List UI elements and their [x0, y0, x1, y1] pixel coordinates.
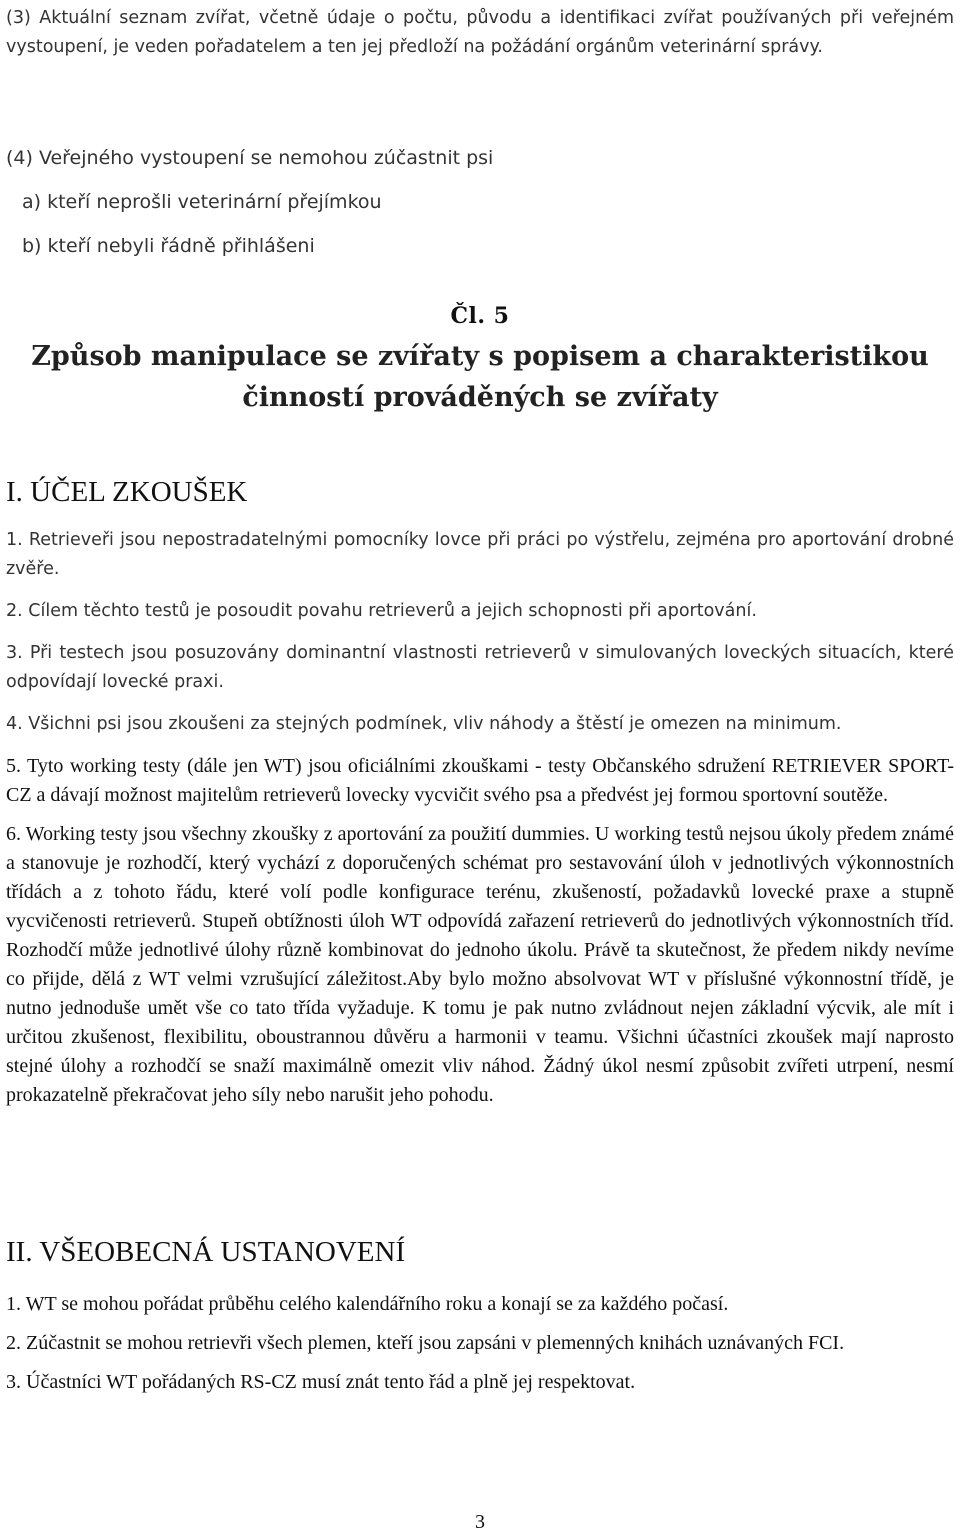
- intro-paragraph: (3) Aktuální seznam zvířat, včetně údaje o počtu, původu a identifikaci zvířat používaných při veřejném vystoupení, je veden pořadatelem a ten jej předloží na požádání orgánům veterinární správy.: [6, 8, 954, 57]
- article-number: Čl. 5: [450, 303, 510, 329]
- page-number: 3: [475, 1511, 485, 1533]
- article-title-line-2: činností prováděných se zvířaty: [242, 382, 718, 413]
- section-2-heading: II. VŠEOBECNÁ USTANOVENÍ: [6, 1236, 406, 1268]
- section-1-item-2: 2. Cílem těchto testů je posoudit povahu retrieverů a jejich schopnosti při aportování.: [6, 601, 757, 621]
- paragraph-4-item-b: b) kteří nebyli řádně přihlášeni: [22, 235, 315, 257]
- article-title-line-1: Způsob manipulace se zvířaty s popisem a charakteristikou: [31, 341, 929, 372]
- section-2-item-1: 1. WT se mohou pořádat průběhu celého kalendářního roku a konají se za každého počasí.: [6, 1293, 729, 1315]
- paragraph-4: [6, 136, 493, 268]
- article-header: [0, 296, 960, 418]
- section-1-item-5: 5. Tyto working testy (dále jen WT) jsou oficiálními zkouškami - testy Občanského sdružení RETRIEVER SPORT-CZ a dávají možnost majitelům retrieverů lovecky vycvičit svého psa a předvést jej formou sportovní soutěže.: [6, 755, 954, 806]
- section-1-item-3: 3. Při testech jsou posuzovány dominantní vlastnosti retrieverů v simulovaných loveckých situacích, které odpovídají lovecké praxi.: [6, 643, 954, 692]
- section-2-body: [6, 1290, 954, 1407]
- section-1-body: [6, 526, 954, 1120]
- paragraph-4-item-a: a) kteří neprošli veterinární přejímkou: [22, 191, 382, 213]
- section-2-item-3: 3. Účastníci WT pořádaných RS-CZ musí znát tento řád a plně jej respektovat.: [6, 1371, 636, 1393]
- paragraph-4-heading: (4) Veřejného vystoupení se nemohou zúčastnit psi: [6, 147, 494, 169]
- section-1-item-6: 6. Working testy jsou všechny zkoušky z aportování za použití dummies. U working testů nejsou úkoly předem známé a stanovuje je rozhodčí, který vychází z doporučených schémat pro sestavování úloh v jednotlivých výkonnostních třídách a z tohoto řádu, které volí podle konfigurace terénu, zkušeností, požadavků lovecké praxe a stupně vycvičenosti retrieverů. Stupeň obtížnosti úloh WT odpovídá zařazení retrieverů do jednotlivých výkonnostních tříd. Rozhodčí může jednotlivé úlohy různě kombinovat do jednoho úkolu. Právě ta skutečnost, že předem nikdy nevíme co přijde, dělá z WT velmi vzrušující záležitost.Aby bylo možno absolvovat WT v příslušné výkonnostní třídě, je nutno jednoduše umět vše co tato třída vyžaduje. K tomu je pak nutno zvládnout nejen základní výcvik, ale mít i určitou zkušenost, flexibilitu, oboustrannou důvěru a harmonii v teamu. Všichni účastníci zkoušek mají naprosto stejné úlohy a rozhodčí se snaží maximálně omezit vliv náhod. Žádný úkol nesmí způsobit zvířeti utrpení, nesmí prokazatelně překračovat jeho síly nebo narušit jeho pohodu.: [6, 823, 954, 1106]
- section-1-item-4: 4. Všichni psi jsou zkoušeni za stejných podmínek, vliv náhody a štěstí je omezen na minimum.: [6, 714, 842, 734]
- section-2-item-2: 2. Zúčastnit se mohou retrievři všech plemen, kteří jsou zapsáni v plemenných knihách uznávaných FCI.: [6, 1332, 845, 1354]
- section-1-heading: I. ÚČEL ZKOUŠEK: [6, 476, 248, 508]
- section-1-item-1: 1. Retrieveři jsou nepostradatelnými pomocníky lovce při práci po výstřelu, zejména pro aportování drobné zvěře.: [6, 530, 954, 579]
